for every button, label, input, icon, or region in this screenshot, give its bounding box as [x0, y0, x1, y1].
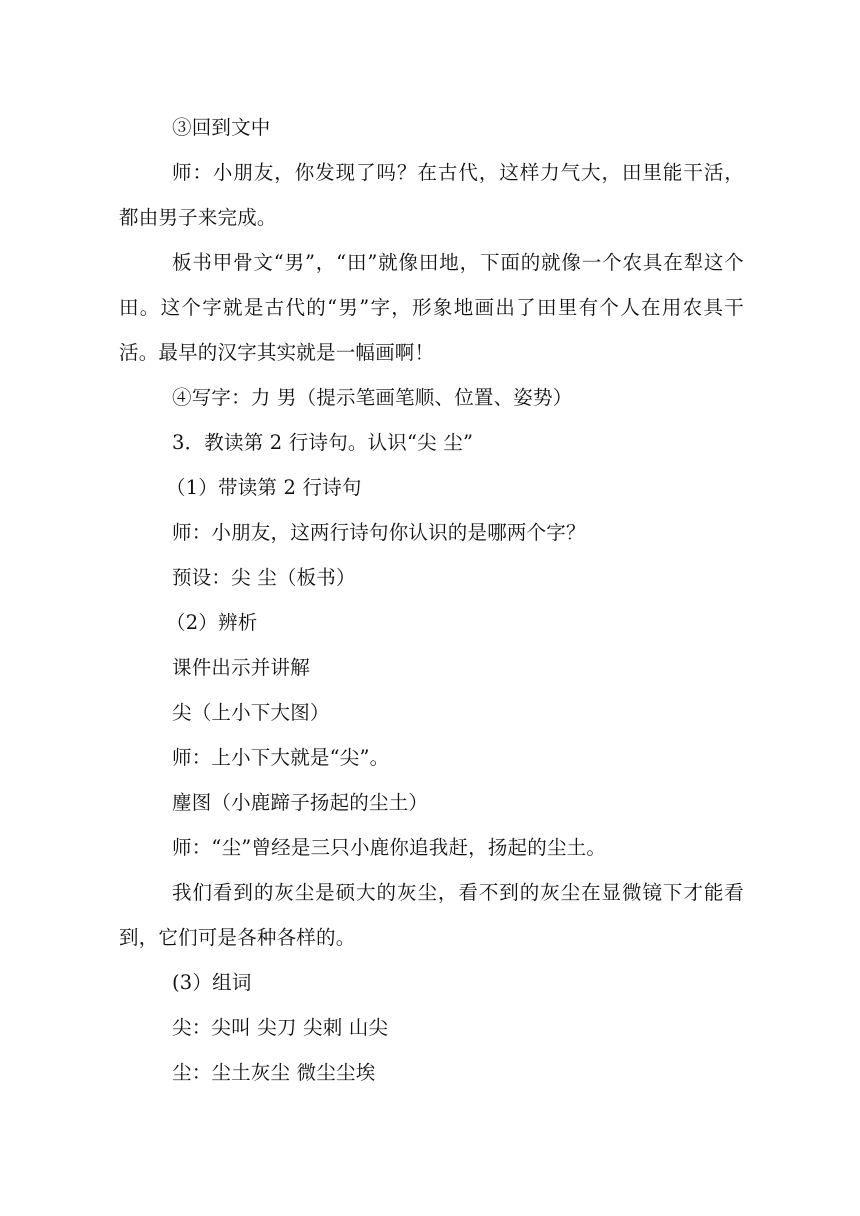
paragraph-line: 我们看到的灰尘是硕大的灰尘，看不到的灰尘在显微镜下才能看	[172, 881, 744, 904]
paragraph-line: 麈图（小鹿蹄子扬起的尘土）	[172, 791, 429, 814]
paragraph-line: 尖：尖叫 尖刀 尖刺 山尖	[172, 1016, 389, 1039]
step-heading: ④写字：力 男（提示笔画笔顺、位置、姿势）	[172, 386, 573, 409]
sub-heading: （2）辨析	[166, 611, 258, 634]
paragraph-line: 师：小朋友，这两行诗句你认识的是哪两个字？	[172, 521, 586, 544]
paragraph-line: 尖（上小下大图）	[172, 701, 330, 724]
paragraph-line: 都由男子来完成。	[119, 206, 277, 229]
paragraph-line: 尘：尘土灰尘 微尘尘埃	[172, 1061, 376, 1084]
paragraph-line: 师：上小下大就是“尖”。	[172, 746, 390, 769]
paragraph-line: 师：小朋友，你发现了吗？在古代，这样力气大，田里能干活，	[172, 161, 744, 184]
paragraph-line: 课件出示并讲解	[172, 656, 310, 679]
paragraph-line: 到，它们可是各种各样的。	[119, 926, 356, 949]
paragraph-line: 活。最早的汉字其实就是一幅画啊！	[119, 341, 435, 364]
step-heading: ③回到文中	[172, 116, 271, 139]
section-heading: 3．教读第 2 行诗句。认识“尖 尘”	[172, 431, 474, 454]
paragraph-line: 预设：尖 尘（板书）	[172, 566, 356, 589]
sub-heading: （1）带读第 2 行诗句	[166, 476, 362, 499]
paragraph-line: 师：“尘”曾经是三只小鹿你追我赶，扬起的尘土。	[172, 836, 607, 859]
paragraph-line: 板书甲骨文“男”，“田”就像田地，下面的就像一个农具在犁这个	[172, 251, 744, 274]
paragraph-line: 田。这个字就是古代的“男”字，形象地画出了田里有个人在用农具干	[119, 296, 744, 319]
sub-heading: (3）组词	[172, 971, 252, 994]
